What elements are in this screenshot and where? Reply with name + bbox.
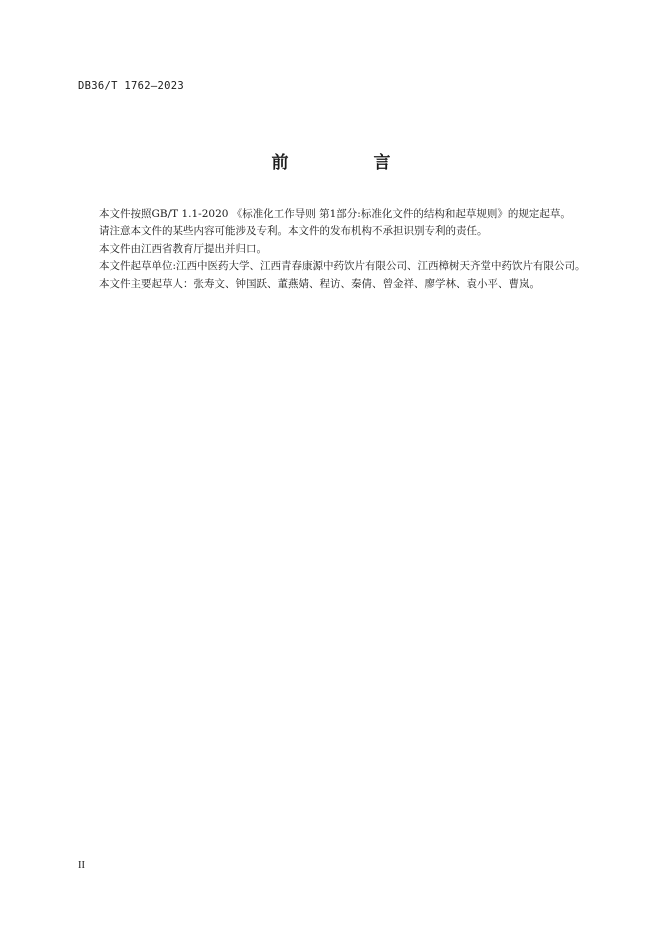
section-title: 前 言 xyxy=(271,153,425,173)
standard-code: DB36/T 1762—2023 xyxy=(78,80,184,92)
paragraph-drafting-rules: 本文件按照GB/T 1.1-2020 《标准化工作导则 第1部分:标准化文件的结构和起草规则》的规定起草。 xyxy=(99,208,571,220)
paragraph-drafters: 本文件主要起草人：张寿文、钟国跃、董燕婧、程访、秦倩、曾金祥、廖学林、袁小平、曹岚。 xyxy=(99,277,540,290)
paragraph-drafting-units: 本文件起草单位:江西中医药大学、江西青春康源中药饮片有限公司、江西樟树天齐堂中药饮片有限公司。 xyxy=(99,260,586,273)
paragraph-proposer: 本文件由江西省教育厅提出并归口。 xyxy=(99,242,267,255)
foreword-body xyxy=(78,206,608,293)
paragraph-patent-notice: 请注意本文件的某些内容可能涉及专利。本文件的发布机构不承担识别专利的责任。 xyxy=(99,225,488,238)
page-number: II xyxy=(78,860,85,871)
